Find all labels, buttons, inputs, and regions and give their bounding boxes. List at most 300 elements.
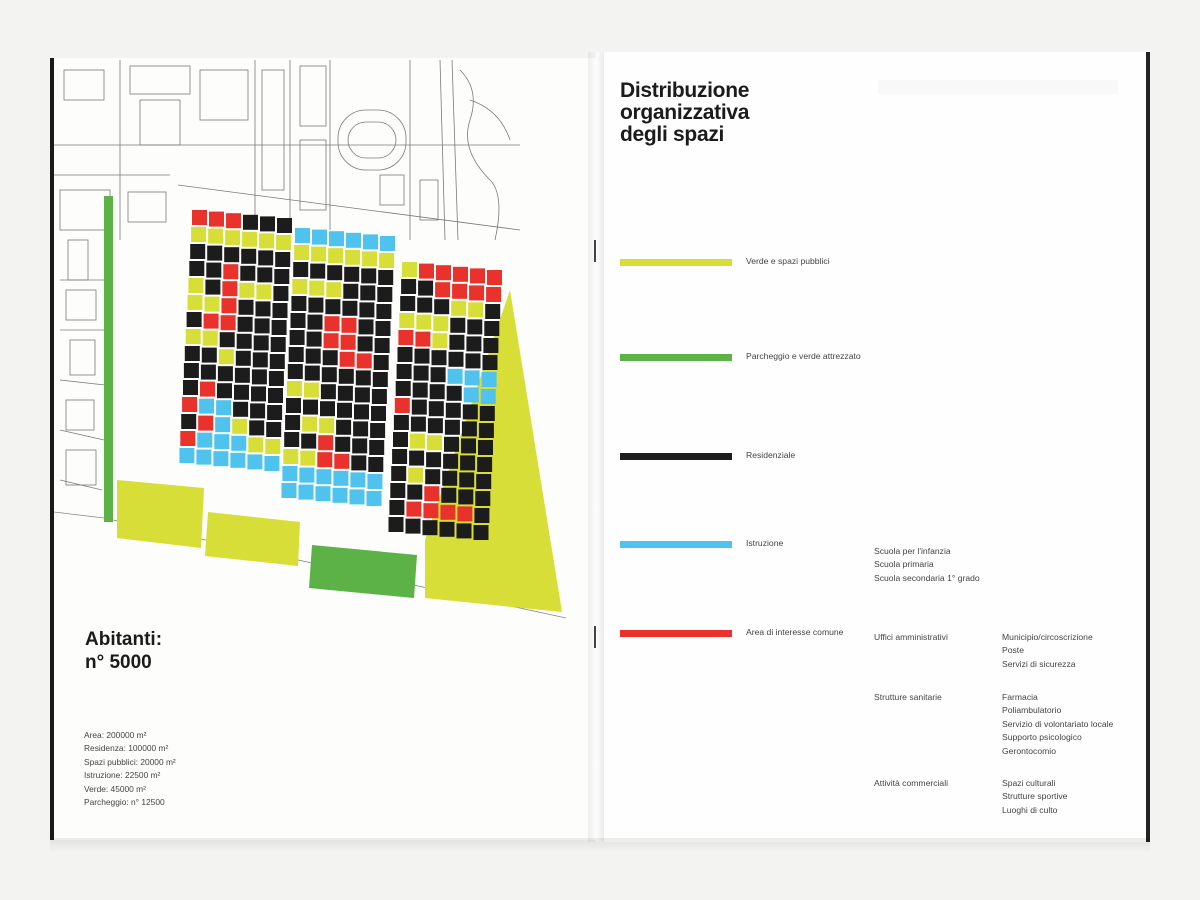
plan-lot xyxy=(414,366,429,381)
plan-lot xyxy=(253,352,268,367)
plan-lot xyxy=(250,403,265,418)
stat-parcheggio: Parcheggio: n° 12500 xyxy=(84,797,165,808)
plan-lot xyxy=(440,505,455,520)
plan-lot xyxy=(335,437,350,452)
plan-lot xyxy=(233,402,248,417)
plan-lot xyxy=(259,233,274,248)
list-item: Scuola per l'infanzia xyxy=(874,546,951,556)
plan-lot xyxy=(277,218,292,233)
plan-lot xyxy=(308,298,323,313)
plan-lot xyxy=(464,387,479,402)
plan-lot xyxy=(343,284,358,299)
plan-lot xyxy=(478,440,493,455)
plan-lot xyxy=(377,287,392,302)
legend-label-parcheggio: Parcheggio e verde attrezzato xyxy=(746,351,861,361)
plan-lot xyxy=(256,284,271,299)
stat-spazi-pubblici: Spazi pubblici: 20000 m² xyxy=(84,756,176,767)
plan-lot xyxy=(320,401,335,416)
plan-lot xyxy=(419,264,434,279)
plan-lot xyxy=(180,431,195,446)
plan-lot xyxy=(367,474,382,489)
list-item: Farmacia xyxy=(1002,692,1038,702)
plan-lot xyxy=(303,400,318,415)
plan-lot xyxy=(272,320,287,335)
plan-lot xyxy=(487,270,502,285)
plan-lot xyxy=(466,353,481,368)
list-item: Gerontocomio xyxy=(1002,745,1056,756)
plan-lot xyxy=(203,331,218,346)
plan-lot xyxy=(200,382,215,397)
plan-lot xyxy=(391,466,406,481)
plan-lot xyxy=(367,491,382,506)
plan-lot xyxy=(185,346,200,361)
plan-lot xyxy=(196,450,211,465)
plan-lot xyxy=(251,386,266,401)
plan-lot xyxy=(257,267,272,282)
plan-lot xyxy=(249,420,264,435)
plan-lot xyxy=(460,455,475,470)
plan-lot xyxy=(482,372,497,387)
plan-lot xyxy=(350,472,365,487)
items-sanitarie xyxy=(1002,691,1113,758)
plan-lot xyxy=(467,319,482,334)
plan-lot xyxy=(415,332,430,347)
plan-lot xyxy=(223,264,238,279)
plan-lot xyxy=(268,388,283,403)
plan-lot xyxy=(441,488,456,503)
plan-lot xyxy=(453,267,468,282)
parking-strip xyxy=(104,196,113,522)
plan-lot xyxy=(327,265,342,280)
plan-lot xyxy=(265,439,280,454)
items-commerciali xyxy=(1002,777,1067,817)
plan-lot xyxy=(444,437,459,452)
plan-lot xyxy=(292,279,307,294)
plan-lot xyxy=(188,278,203,293)
plan-lot xyxy=(483,338,498,353)
area-stats xyxy=(84,729,176,809)
plan-lot xyxy=(316,486,331,501)
plan-lot xyxy=(235,368,250,383)
plan-lot xyxy=(407,485,422,500)
plan-lot xyxy=(392,449,407,464)
plan-lot xyxy=(267,405,282,420)
inhabitants-label: Abitanti: xyxy=(85,629,163,650)
plan-lot xyxy=(254,335,269,350)
plan-lot xyxy=(351,455,366,470)
plan-lot xyxy=(191,227,206,242)
page-title: Distribuzione organizzativa degli spazi xyxy=(620,79,750,146)
plan-lot xyxy=(238,317,253,332)
plan-lot xyxy=(356,370,371,385)
stat-verde: Verde: 45000 m² xyxy=(84,783,146,794)
plan-lot xyxy=(433,316,448,331)
plan-lot xyxy=(423,503,438,518)
plan-lot xyxy=(310,264,325,279)
margin-mark xyxy=(594,240,596,262)
legend-label-interesse: Area di interesse comune xyxy=(746,627,844,637)
plan-lot xyxy=(242,232,257,247)
plan-lot xyxy=(436,265,451,280)
plan-lot xyxy=(220,332,235,347)
urban-plan-map xyxy=(0,0,600,640)
plan-lot xyxy=(224,247,239,262)
plan-lot xyxy=(380,236,395,251)
legend-label-verde: Verde e spazi pubblici xyxy=(746,256,830,266)
plan-lot xyxy=(461,438,476,453)
plan-lot xyxy=(476,474,491,489)
plan-lot xyxy=(307,332,322,347)
legend-label-istruzione: Istruzione xyxy=(746,538,784,548)
plan-lot xyxy=(322,367,337,382)
plan-lot xyxy=(217,383,232,398)
plan-lot xyxy=(432,350,447,365)
plan-lot xyxy=(481,389,496,404)
list-item: Luoghi di culto xyxy=(1002,804,1058,815)
plan-lot xyxy=(240,266,255,281)
list-item: Scuola secondaria 1° grado xyxy=(874,572,980,583)
plan-lot xyxy=(302,417,317,432)
plan-lot xyxy=(288,364,303,379)
plan-lot xyxy=(239,283,254,298)
plan-lot xyxy=(410,434,425,449)
plan-lot xyxy=(340,352,355,367)
plan-lot xyxy=(202,348,217,363)
plan-lot xyxy=(301,434,316,449)
plan-lot xyxy=(363,234,378,249)
plan-lot xyxy=(282,466,297,481)
plan-lot xyxy=(352,438,367,453)
plan-lot xyxy=(300,451,315,466)
plan-lot xyxy=(411,417,426,432)
plan-lot xyxy=(368,457,383,472)
list-item: Scuola primaria xyxy=(874,559,934,570)
plan-lot xyxy=(338,386,353,401)
plan-lot xyxy=(213,451,228,466)
plan-lot xyxy=(474,525,489,540)
legend-label-residenziale: Residenziale xyxy=(746,450,796,460)
plan-lot xyxy=(445,420,460,435)
list-item: Supporto psicologico xyxy=(1002,732,1082,743)
plan-lot xyxy=(252,369,267,384)
margin-mark xyxy=(594,626,596,648)
plan-lot xyxy=(415,349,430,364)
park-area xyxy=(117,480,204,548)
plan-lot xyxy=(206,263,221,278)
plan-lot xyxy=(408,468,423,483)
legend-swatch-istruzione xyxy=(620,541,732,548)
plan-lot xyxy=(465,370,480,385)
category-uffici xyxy=(874,631,948,644)
plan-lot xyxy=(237,334,252,349)
plan-lot xyxy=(430,384,445,399)
legend-swatch-residenziale xyxy=(620,453,732,460)
plan-lot xyxy=(269,371,284,386)
plan-lot xyxy=(273,303,288,318)
plan-lot xyxy=(484,321,499,336)
plan-lot xyxy=(342,301,357,316)
plan-lot xyxy=(418,281,433,296)
plan-lot xyxy=(325,316,340,331)
plan-lot xyxy=(294,245,309,260)
plan-lot xyxy=(354,404,369,419)
plan-lot xyxy=(271,337,286,352)
plan-lot xyxy=(247,454,262,469)
plan-lot xyxy=(226,213,241,228)
plan-lot xyxy=(457,506,472,521)
plan-lot xyxy=(316,469,331,484)
plan-lot xyxy=(190,244,205,259)
plan-lot xyxy=(222,298,237,313)
list-item: Servizio di volontariato locale xyxy=(1002,718,1114,729)
plan-lot xyxy=(376,321,391,336)
plan-lot xyxy=(319,418,334,433)
plan-lot xyxy=(451,301,466,316)
plan-lot xyxy=(466,336,481,351)
plan-lot xyxy=(219,349,234,364)
plan-lot xyxy=(205,280,220,295)
plan-lot xyxy=(333,471,348,486)
plan-lot xyxy=(218,366,233,381)
legend-swatch-interesse xyxy=(620,630,732,637)
plan-lot xyxy=(323,350,338,365)
plan-lot xyxy=(204,314,219,329)
plan-lot xyxy=(434,299,449,314)
plan-lot xyxy=(231,436,246,451)
plan-lot xyxy=(360,285,375,300)
plan-lot xyxy=(379,253,394,268)
plan-lot xyxy=(260,216,275,231)
plan-lot xyxy=(209,212,224,227)
plan-lot xyxy=(389,517,404,532)
plan-lot xyxy=(326,282,341,297)
plan-lot xyxy=(417,298,432,313)
plan-lot xyxy=(475,491,490,506)
plan-lot xyxy=(373,372,388,387)
plan-lot xyxy=(398,347,413,362)
plan-lot xyxy=(358,336,373,351)
category-label: Uffici amministrativi xyxy=(874,632,948,642)
category-label: Attività commerciali xyxy=(874,778,949,788)
plan-lot xyxy=(182,397,197,412)
plan-lot xyxy=(378,270,393,285)
items-uffici xyxy=(1002,631,1093,671)
plan-lot xyxy=(359,302,374,317)
plan-lot xyxy=(306,349,321,364)
plan-lot xyxy=(234,385,249,400)
plan-lot xyxy=(440,522,455,537)
plan-lot xyxy=(371,406,386,421)
plan-lot xyxy=(284,432,299,447)
plan-lot xyxy=(355,387,370,402)
plan-lot xyxy=(486,287,501,302)
plan-lot xyxy=(276,235,291,250)
plan-lot xyxy=(397,364,412,379)
plan-lot xyxy=(232,419,247,434)
plan-lot xyxy=(477,457,492,472)
plan-lot xyxy=(362,251,377,266)
plan-lot xyxy=(394,415,409,430)
category-sanitarie xyxy=(874,691,942,704)
plan-lot xyxy=(443,454,458,469)
plan-lot xyxy=(192,210,207,225)
stat-area: Area: 200000 m² xyxy=(84,730,147,740)
plan-lot xyxy=(285,415,300,430)
plan-lot xyxy=(429,401,444,416)
list-item: Poliambulatorio xyxy=(1002,705,1062,716)
plan-lot xyxy=(318,435,333,450)
inhabitants-heading xyxy=(85,628,162,674)
plan-lot xyxy=(402,262,417,277)
plan-lot xyxy=(427,435,442,450)
plan-lot xyxy=(290,330,305,345)
stat-residenza: Residenza: 100000 m² xyxy=(84,743,169,754)
plan-lot xyxy=(216,400,231,415)
plan-lot xyxy=(337,403,352,418)
plan-lot xyxy=(283,449,298,464)
parking-area xyxy=(309,545,417,598)
plan-lot xyxy=(375,338,390,353)
mirror-title-ghost xyxy=(878,80,1118,94)
plan-lot xyxy=(258,250,273,265)
plan-lot xyxy=(446,403,461,418)
plan-lot xyxy=(181,414,196,429)
plan-lot xyxy=(225,230,240,245)
category-commerciali xyxy=(874,777,948,790)
plan-lot xyxy=(309,281,324,296)
plan-lot xyxy=(458,489,473,504)
plan-lot xyxy=(201,365,216,380)
plan-lot xyxy=(291,313,306,328)
plan-lot xyxy=(457,523,472,538)
plan-lot xyxy=(295,228,310,243)
plan-lot xyxy=(321,384,336,399)
plan-lot xyxy=(329,231,344,246)
plan-lot xyxy=(359,319,374,334)
plan-lot xyxy=(299,485,314,500)
plan-lot xyxy=(428,418,443,433)
plan-lot xyxy=(187,312,202,327)
plan-lot xyxy=(304,383,319,398)
plan-lot xyxy=(305,366,320,381)
plan-lot xyxy=(361,268,376,283)
plan-lot xyxy=(287,381,302,396)
plan-lot xyxy=(406,519,421,534)
plan-lot xyxy=(289,347,304,362)
plan-lot xyxy=(266,422,281,437)
plan-lot xyxy=(317,452,332,467)
plan-lot xyxy=(282,483,297,498)
plan-lot xyxy=(230,453,245,468)
plan-lot xyxy=(424,486,439,501)
plan-lot xyxy=(470,268,485,283)
list-item: Strutture sportive xyxy=(1002,791,1068,802)
stat-istruzione: Istruzione: 22500 m² xyxy=(84,770,161,781)
plan-lot xyxy=(308,315,323,330)
plan-lot xyxy=(342,318,357,333)
plan-lot xyxy=(374,355,389,370)
plan-lot xyxy=(485,304,500,319)
plan-lot xyxy=(353,421,368,436)
plan-lot xyxy=(205,297,220,312)
plan-lot xyxy=(450,318,465,333)
plan-lot xyxy=(350,489,365,504)
plan-lot xyxy=(435,282,450,297)
plan-lot xyxy=(336,420,351,435)
plan-lot xyxy=(270,354,285,369)
plan-lot xyxy=(413,383,428,398)
plan-lot xyxy=(325,299,340,314)
plan-lot xyxy=(248,437,263,452)
plan-lot xyxy=(299,468,314,483)
plan-lot xyxy=(370,423,385,438)
plan-lot xyxy=(369,440,384,455)
plan-lot xyxy=(256,301,271,316)
plan-lot xyxy=(239,300,254,315)
plan-lot xyxy=(333,488,348,503)
plan-lot xyxy=(406,502,421,517)
plan-lot xyxy=(448,369,463,384)
plan-lot xyxy=(431,367,446,382)
plan-lot xyxy=(357,353,372,368)
plan-lot xyxy=(221,315,236,330)
plan-lot xyxy=(189,261,204,276)
plan-lot xyxy=(339,369,354,384)
plan-lot xyxy=(432,333,447,348)
plan-lot xyxy=(399,313,414,328)
plan-lot xyxy=(241,249,256,264)
plan-lot xyxy=(186,329,201,344)
plan-lot xyxy=(425,469,440,484)
plan-lot xyxy=(199,399,214,414)
plan-lot xyxy=(274,269,289,284)
inhabitants-value: n° 5000 xyxy=(85,652,152,673)
legend-swatch-verde xyxy=(620,259,732,266)
istruzione-list xyxy=(874,545,980,585)
plan-lot xyxy=(293,262,308,277)
plan-lot xyxy=(243,215,258,230)
plan-lot xyxy=(214,434,229,449)
plan-lot xyxy=(324,333,339,348)
plan-lot xyxy=(198,416,213,431)
plan-lot xyxy=(208,229,223,244)
plan-lot xyxy=(188,295,203,310)
park-area xyxy=(205,512,300,566)
page-shadow xyxy=(50,838,1150,852)
plan-lot xyxy=(449,352,464,367)
list-item: Servizi di sicurezza xyxy=(1002,658,1076,669)
plan-lot xyxy=(291,296,306,311)
plan-lot xyxy=(346,233,361,248)
plan-lot xyxy=(416,315,431,330)
plan-lot xyxy=(447,386,462,401)
plan-lot xyxy=(286,398,301,413)
plan-lot xyxy=(396,381,411,396)
plan-lot xyxy=(462,421,477,436)
plan-lot xyxy=(344,267,359,282)
plan-lot xyxy=(390,483,405,498)
plan-lot xyxy=(463,404,478,419)
plan-lot xyxy=(215,417,230,432)
plan-lot xyxy=(469,285,484,300)
plan-lot xyxy=(452,284,467,299)
plan-lot xyxy=(459,472,474,487)
plan-lot xyxy=(183,380,198,395)
plan-lot xyxy=(479,423,494,438)
plan-lot xyxy=(449,335,464,350)
plan-lot xyxy=(442,471,457,486)
plan-lot xyxy=(197,433,212,448)
